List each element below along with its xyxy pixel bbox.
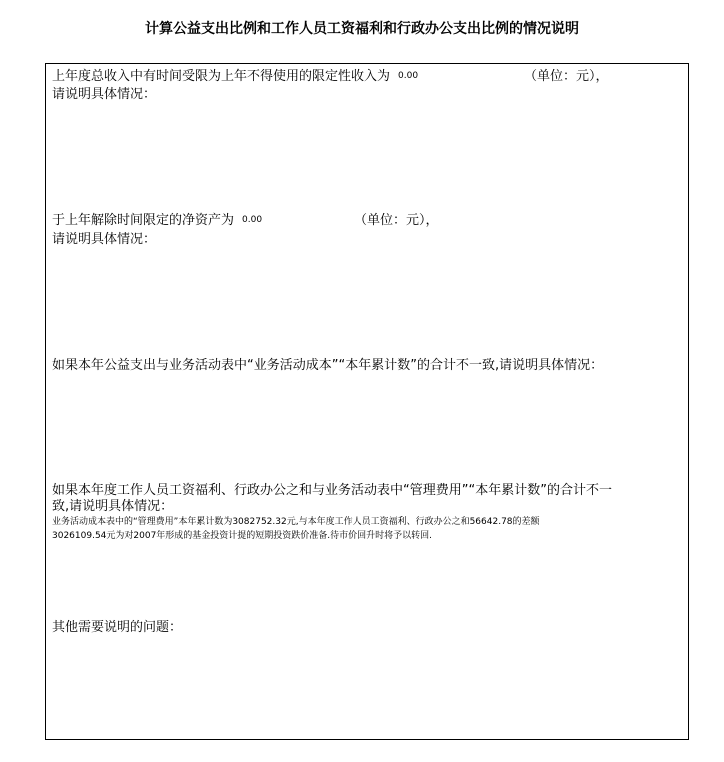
- released-assets-value[interactable]: 0.00: [242, 215, 263, 225]
- released-assets-unit: （单位：元），: [354, 213, 439, 228]
- admin-expense-mismatch-prompt-line2: 致,请说明具体情况：: [52, 499, 174, 514]
- admin-expense-detail-line1: 业务活动成本表中的“管理费用”本年累计数为3082752.32元,与本年度工作人员工资福利、行政办公之和56642.78的差额: [52, 517, 540, 527]
- admin-expense-mismatch-prompt-line1: 如果本年度工作人员工资福利、行政办公之和与业务活动表中“管理费用”“本年累计数”的合计不一: [52, 483, 612, 498]
- explanation-form: [45, 63, 689, 740]
- restricted-income-label: 上年度总收入中有时间受限为上年不得使用的限定性收入为: [52, 69, 391, 84]
- restricted-income-value[interactable]: 0.00: [398, 71, 419, 81]
- released-assets-label: 于上年解除时间限定的净资产为: [52, 213, 235, 228]
- restricted-income-row: [52, 68, 418, 85]
- restricted-income-detail-prompt: 请说明具体情况：: [52, 87, 157, 102]
- released-assets-row: [52, 212, 262, 229]
- page-title: 计算公益支出比例和工作人员工资福利和行政办公支出比例的情况说明: [145, 21, 579, 37]
- released-assets-detail-prompt: 请说明具体情况：: [52, 232, 157, 247]
- restricted-income-unit: （单位：元），: [524, 69, 609, 84]
- public-welfare-mismatch-prompt: 如果本年公益支出与业务活动表中“业务活动成本”“本年累计数”的合计不一致,请说明具体情况：: [52, 358, 604, 373]
- admin-expense-detail-line2: 3026109.54元为对2007年形成的基金投资计提的短期投资跌价准备.待市价回升时将予以转回.: [52, 531, 433, 541]
- other-issues-prompt: 其他需要说明的问题：: [52, 620, 183, 635]
